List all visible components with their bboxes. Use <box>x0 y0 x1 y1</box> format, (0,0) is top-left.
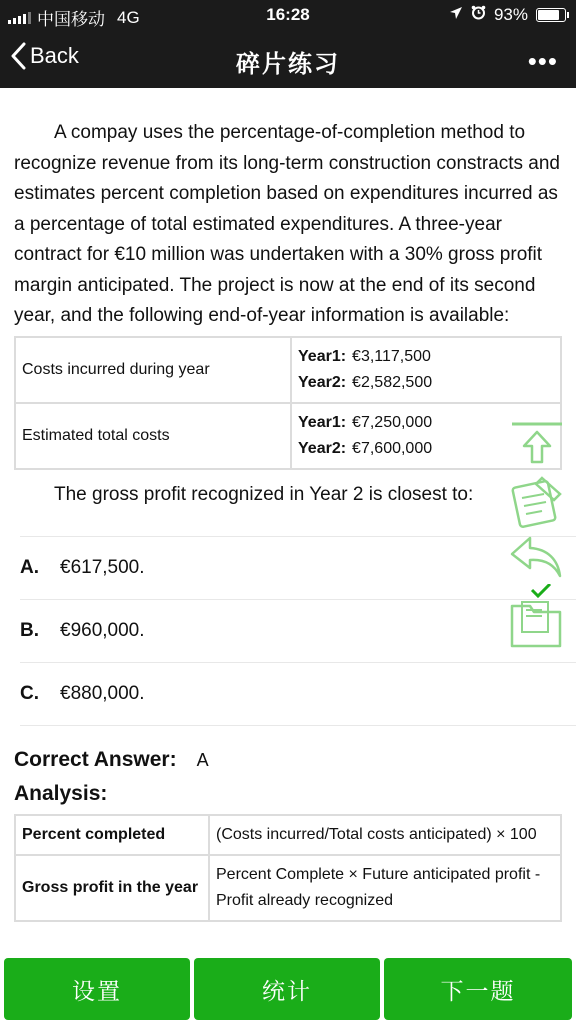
side-toolbar <box>508 420 568 650</box>
undo-icon[interactable] <box>508 532 566 584</box>
table-row <box>15 403 561 469</box>
more-button[interactable]: ••• <box>527 46 558 76</box>
choice-list <box>0 536 576 726</box>
page-title: 碎片练习 <box>236 51 340 78</box>
analysis-table <box>14 814 562 922</box>
choice-c[interactable] <box>20 662 576 726</box>
correct-answer-value: A <box>196 749 209 770</box>
battery-icon <box>536 8 566 22</box>
network-type: 4G <box>117 7 140 27</box>
favorite-folder-icon[interactable] <box>508 584 566 650</box>
settings-button[interactable]: 设置 <box>4 958 190 1020</box>
status-bar <box>0 0 576 30</box>
choice-letter: B. <box>20 619 39 641</box>
year-label: Year2: <box>298 373 347 391</box>
bottom-action-bar <box>0 954 576 1024</box>
choice-text: €617,500. <box>60 556 145 578</box>
carrier-name: 中国移动 <box>37 10 105 29</box>
table-cell-label: Estimated total costs <box>15 403 291 469</box>
question-text: A compay uses the percentage-of-completion method to recognize revenue from its long-term construction constracts and estimates percent completion based on expenditures incurred as a percentage of total estimated expenditures. A three-year contract for €10 million was undertaken with a 30% gross profit margin anticipated. The project is now at the end of its second year, and the following end-of-year information is available: <box>14 122 560 326</box>
status-time: 16:28 <box>266 5 310 24</box>
year-value: €7,250,000 <box>352 413 433 431</box>
choice-text: €960,000. <box>60 619 145 641</box>
correct-answer-label: Correct Answer: <box>14 747 177 771</box>
notes-edit-icon[interactable] <box>508 470 566 532</box>
choice-letter: C. <box>20 682 39 704</box>
choice-letter: A. <box>20 556 39 578</box>
year-value: €7,600,000 <box>352 439 433 457</box>
status-right <box>449 5 566 25</box>
year-value: €3,117,500 <box>352 347 431 365</box>
analysis-cell-label: Gross profit in the year <box>15 855 209 921</box>
analysis-cell-value: Percent Complete × Future anticipated profit - Profit already recognized <box>209 855 561 921</box>
year-label: Year1: <box>298 413 347 431</box>
choice-text: €880,000. <box>60 682 145 704</box>
choice-a[interactable] <box>20 536 576 599</box>
table-row <box>15 855 561 921</box>
year-label: Year1: <box>298 347 347 365</box>
next-question-button[interactable]: 下一题 <box>384 958 572 1020</box>
analysis-label: Analysis: <box>14 781 108 805</box>
battery-fill <box>538 10 559 20</box>
scroll-top-icon[interactable] <box>508 420 566 470</box>
question-table <box>14 336 562 470</box>
question-prompt: The gross profit recognized in Year 2 is closest to: <box>54 483 474 505</box>
back-label: Back <box>30 43 79 68</box>
year-label: Year2: <box>298 439 347 457</box>
table-row <box>15 815 561 855</box>
table-cell-values <box>291 337 561 403</box>
correct-answer <box>14 748 562 772</box>
analysis-cell-value: (Costs incurred/Total costs anticipated) × 100 <box>209 815 561 855</box>
choice-b[interactable] <box>20 599 576 662</box>
question-content <box>0 88 576 922</box>
alarm-icon <box>471 5 486 25</box>
table-cell-label: Costs incurred during year <box>15 337 291 403</box>
table-row <box>15 337 561 403</box>
location-icon <box>449 5 463 25</box>
battery-percent: 93% <box>493 5 528 24</box>
year-value: €2,582,500 <box>352 373 433 391</box>
analysis-cell-label: Percent completed <box>15 815 209 855</box>
stats-button[interactable]: 统计 <box>194 958 380 1020</box>
nav-bar <box>0 30 576 88</box>
